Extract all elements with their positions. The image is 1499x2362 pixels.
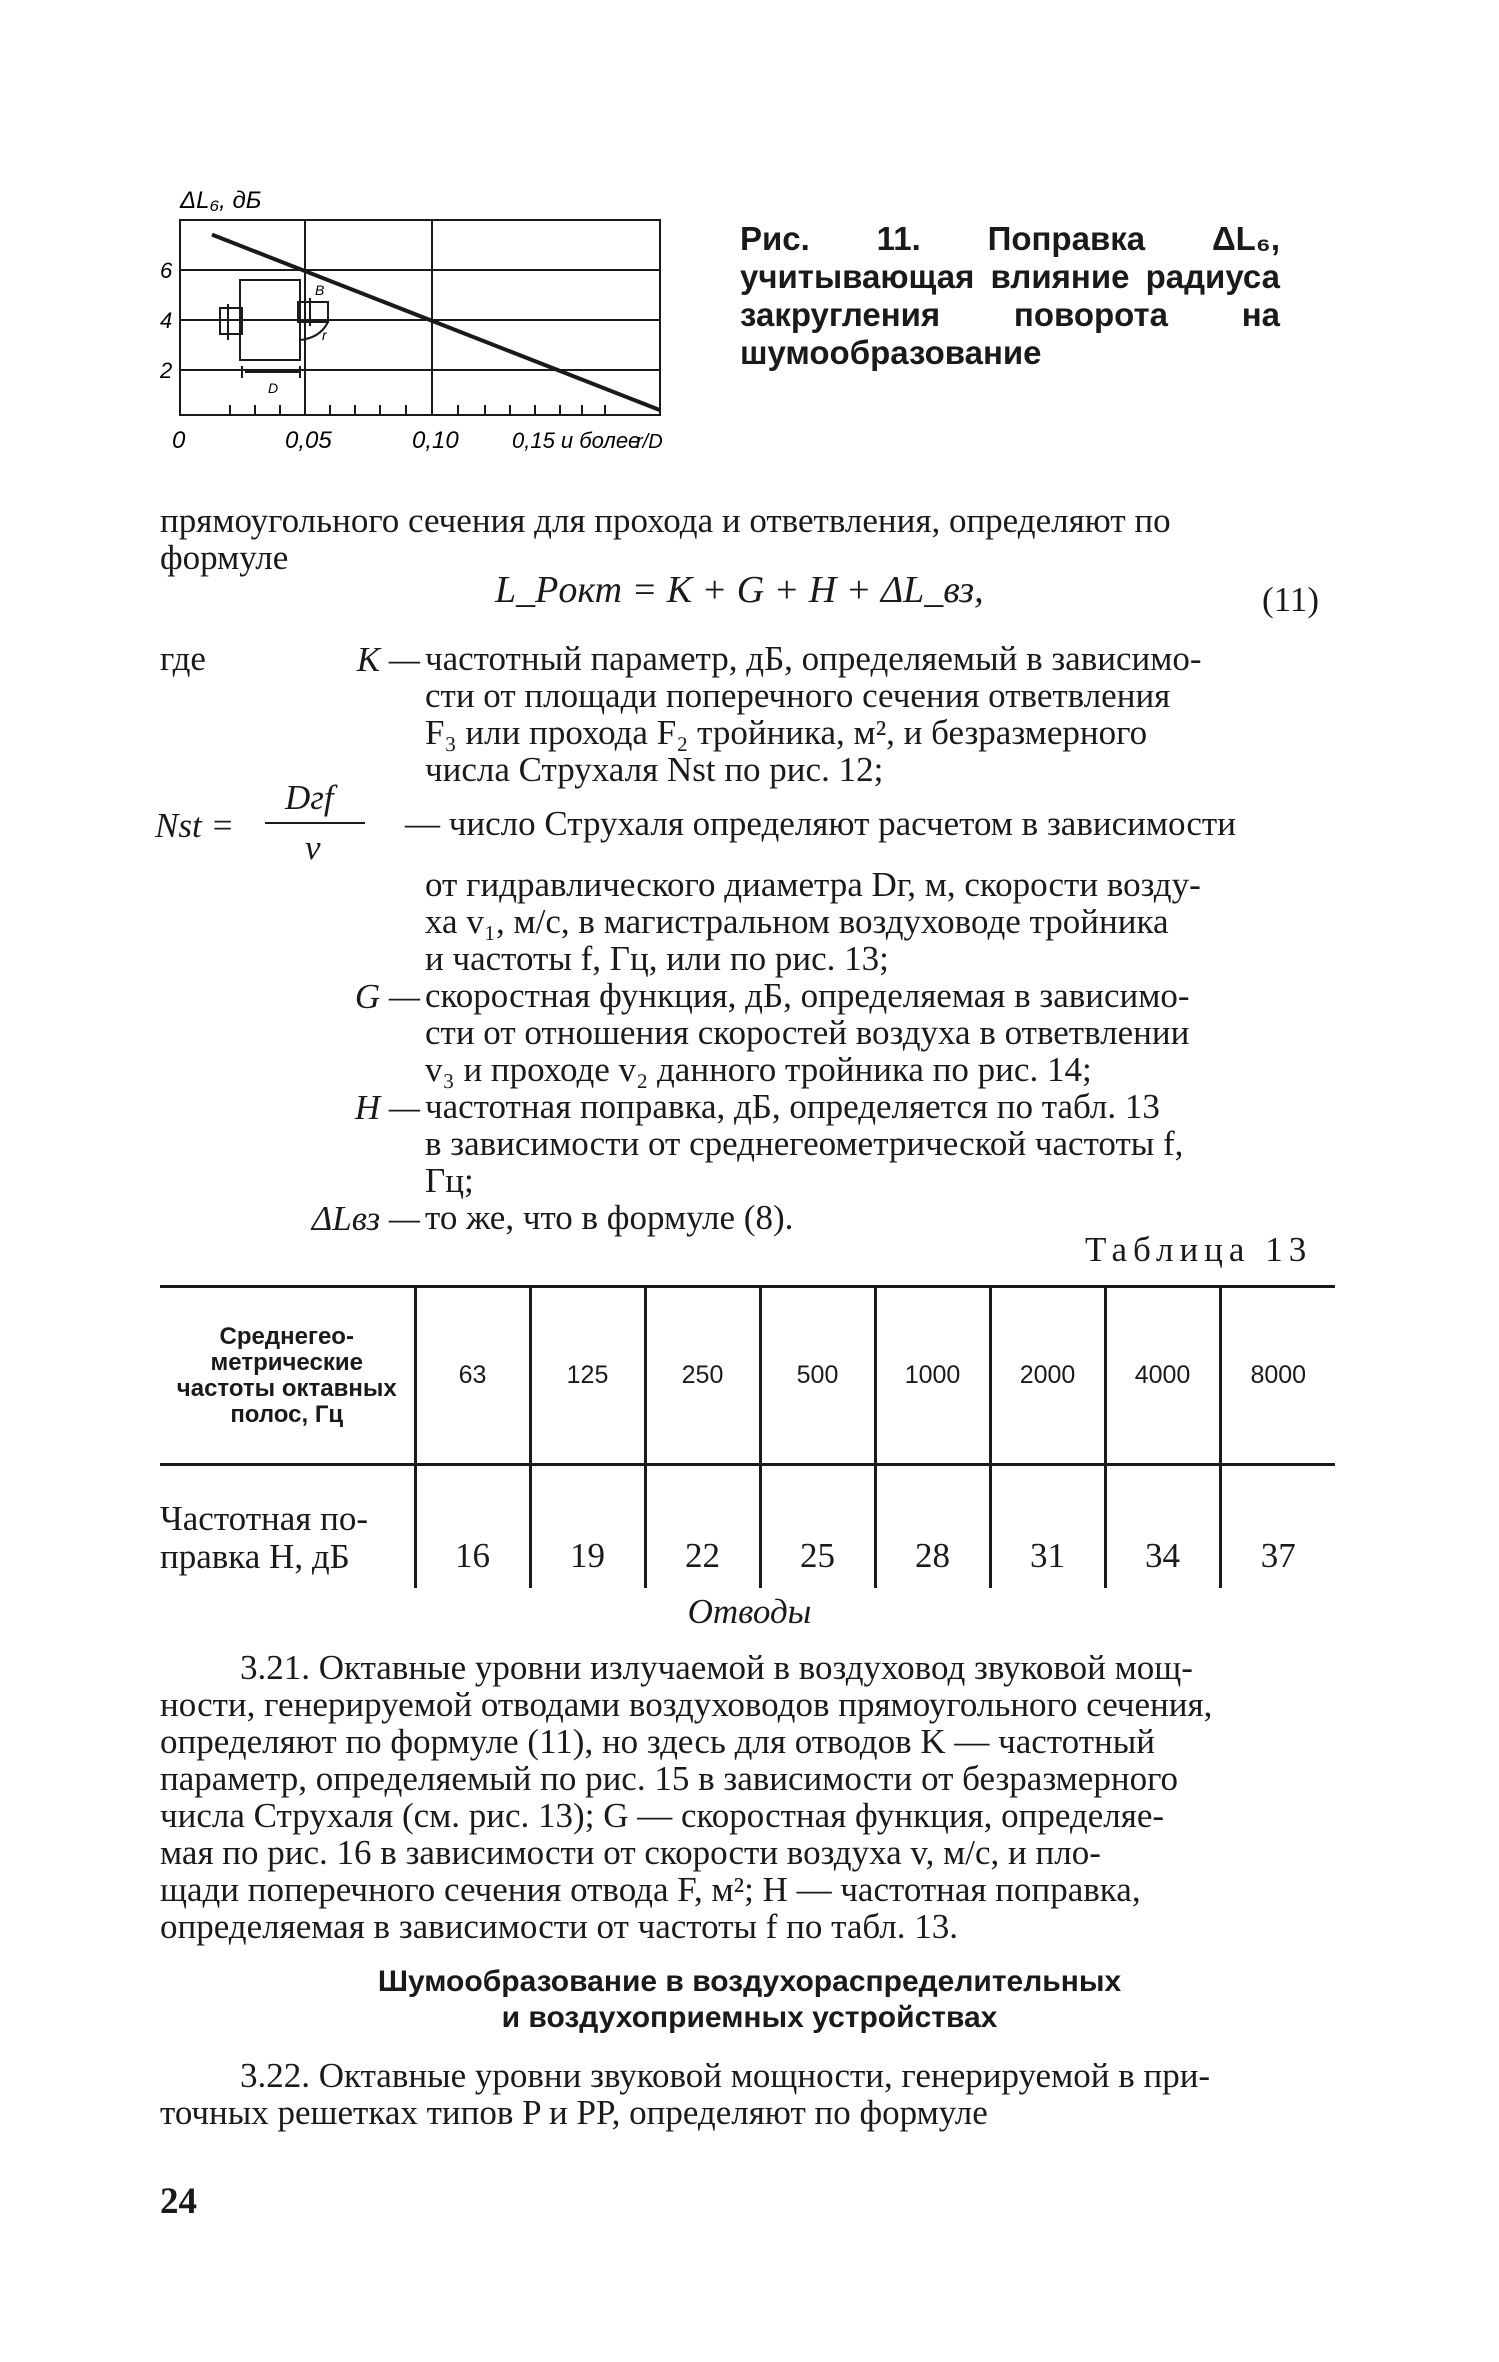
para-3-21-line: определяемая в зависимости от частоты f по табл. 13. — [160, 1907, 959, 1946]
x-axis-label: r/D — [636, 431, 663, 453]
x-tick-label: 0 — [172, 427, 186, 454]
table-freq-cell: 1000 — [875, 1287, 990, 1465]
nst-lhs: Nst = — [155, 806, 235, 845]
para-3-21-line: параметр, определяемый по рис. 15 в зависимости от безразмерного — [160, 1759, 1179, 1798]
para-3-22-line: точных решетках типов P и PP, определяют по формуле — [160, 2093, 988, 2132]
def-Nst-line: и частоты f, Гц, или по рис. 13; — [425, 939, 889, 978]
table-value-cell: 31 — [990, 1465, 1105, 1589]
figure-11-chart — [150, 180, 690, 480]
def-K-line: сти от площади поперечного сечения ответвления — [425, 676, 1171, 715]
x-tick-label: 0,05 — [285, 427, 332, 454]
def-H-line: Гц; — [425, 1161, 474, 1200]
inset-label-r: r — [322, 327, 327, 343]
table-value-cell: 37 — [1220, 1465, 1335, 1589]
table-freq-cell: 8000 — [1220, 1287, 1335, 1465]
series-line-dL6 — [212, 235, 660, 411]
where-label: где — [160, 639, 206, 678]
caption-title: Рис. 11. — [740, 220, 921, 257]
y-tick-label: 6 — [160, 258, 173, 283]
para-3-21-line: щади поперечного сечения отвода F, м²; H — частотная поправка, — [160, 1870, 1141, 1909]
y-tick-label: 4 — [160, 308, 173, 333]
def-H-line: в зависимости от среднегеометрической частоты f, — [425, 1124, 1184, 1163]
table-13-title: Таблица 13 — [1085, 1230, 1313, 1269]
para-3-21-line: числа Струхаля (см. рис. 13); G — скоростная функция, определяе- — [160, 1796, 1165, 1835]
table-header-label: Среднегео-метрические частоты октавных полос, Гц — [160, 1287, 415, 1465]
table-value-cell: 19 — [530, 1465, 645, 1589]
def-G-line: v₃ и проходе v₂ данного тройника по рис. 14; — [425, 1050, 1092, 1089]
table-freq-cell: 2000 — [990, 1287, 1105, 1465]
table-header-row — [160, 1287, 1335, 1465]
caption-text: Поправка ΔL₆, учитывающая влияние радиуса закругления поворота на шумообразование — [740, 220, 1280, 371]
para-3-21-line: 3.21. Октавные уровни излучаемой в воздуховод звуковой мощ- — [240, 1648, 1193, 1687]
table-value-row — [160, 1465, 1335, 1589]
def-Nst-line: ха v₁, м/с, в магистральном воздуховоде тройника — [425, 902, 1169, 941]
def-K-symbol: K — — [356, 640, 420, 679]
x-minor-ticks — [230, 405, 605, 415]
table-value-cell: 25 — [760, 1465, 875, 1589]
y-axis-label: ΔL₆, дБ — [180, 187, 262, 214]
nst-fraction-bar — [265, 822, 365, 824]
table-value-cell: 28 — [875, 1465, 990, 1589]
duct-inset-sketch — [220, 280, 328, 378]
def-H-symbol: H — — [354, 1088, 420, 1127]
def-Nst-line: — число Струхаля определяют расчетом в зависимости — [405, 804, 1236, 843]
x-tick-label: 0,10 — [412, 427, 459, 454]
para-3-22-line: 3.22. Октавные уровни звуковой мощности, генерируемой в при- — [240, 2056, 1211, 2095]
intro-line-2: формуле — [160, 538, 289, 577]
x-tick-label: 0,15 и более — [512, 428, 641, 453]
page-number: 24 — [160, 2181, 197, 2222]
inset-label-B: В — [315, 282, 325, 298]
table-value-cell: 22 — [645, 1465, 760, 1589]
table-freq-cell: 63 — [415, 1287, 530, 1465]
def-H-line: частотная поправка, дБ, определяется по табл. 13 — [425, 1087, 1160, 1126]
para-3-21-line: мая по рис. 16 в зависимости от скорости воздуха v, м/с, и пло- — [160, 1833, 1101, 1872]
def-K-line: F₃ или прохода F₂ тройника, м², и безразмерного — [425, 713, 1148, 752]
para-3-21-line: ности, генерируемой отводами воздуховодов прямоугольного сечения, — [160, 1685, 1213, 1724]
nst-denominator: v — [305, 828, 321, 867]
def-G-line: сти от отношения скоростей воздуха в ответвлении — [425, 1013, 1190, 1052]
table-value-cell: 16 — [415, 1465, 530, 1589]
table-row-label: Частотная по-правка H, дБ — [160, 1499, 368, 1576]
inset-label-D: D — [268, 380, 279, 396]
section-heading-line-2: и воздухоприемных устройствах — [501, 2001, 998, 2034]
para-3-21-line: определяют по формуле (11), но здесь для отводов K — частотный — [160, 1722, 1155, 1761]
figure-11-caption — [740, 220, 1280, 372]
intro-line-1: прямоугольного сечения для прохода и ответвления, определяют по — [160, 501, 1171, 540]
table-value-cell: 34 — [1105, 1465, 1220, 1589]
table-13 — [160, 1285, 1335, 1588]
section-heading-line-1: Шумообразование в воздухораспределительных — [377, 1965, 1122, 1998]
def-K-line: числа Струхаля Nst по рис. 12; — [425, 750, 884, 789]
def-dL-symbol: ΔLвз — — [311, 1199, 420, 1238]
def-Nst-line: от гидравлического диаметра Dг, м, скорости возду- — [425, 865, 1201, 904]
table-freq-cell: 500 — [760, 1287, 875, 1465]
formula-11-number: (11) — [1262, 580, 1320, 619]
table-freq-cell: 4000 — [1105, 1287, 1220, 1465]
def-K-line: частотный параметр, дБ, определяемый в зависимо- — [425, 639, 1202, 678]
def-dL-line: то же, что в формуле (8). — [425, 1198, 794, 1237]
formula-11: L_Pокт = K + G + H + ΔL_вз, — [495, 569, 984, 611]
y-tick-label: 2 — [160, 358, 173, 383]
nst-formula — [155, 778, 425, 878]
table-freq-cell: 250 — [645, 1287, 760, 1465]
section-otvody: Отводы — [687, 1592, 812, 1631]
nst-numerator: Dгf — [285, 778, 334, 817]
def-G-symbol: G — — [354, 977, 420, 1016]
table-freq-cell: 125 — [530, 1287, 645, 1465]
def-G-line: скоростная функция, дБ, определяемая в зависимо- — [425, 976, 1190, 1015]
